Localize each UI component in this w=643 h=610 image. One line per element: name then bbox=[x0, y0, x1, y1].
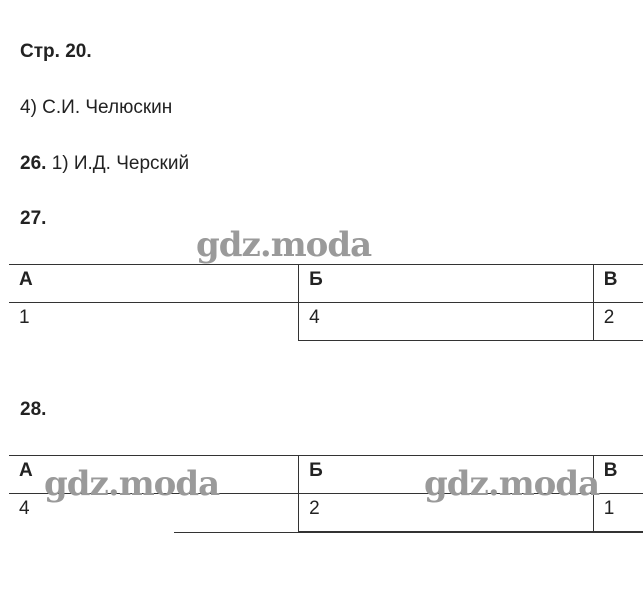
table-header-a: А bbox=[9, 456, 299, 494]
table-header-v: В bbox=[593, 456, 643, 494]
table-row bbox=[9, 303, 643, 341]
answer-25: 4) С.И. Челюскин bbox=[20, 97, 173, 118]
watermark: gdz.moda bbox=[196, 225, 372, 265]
question-28-number: 28. bbox=[20, 399, 47, 420]
table-cell-b: 2 bbox=[299, 494, 594, 532]
table-header-b: Б bbox=[299, 456, 594, 494]
question-26 bbox=[20, 153, 189, 175]
table-cell-a: 4 bbox=[19, 498, 30, 519]
page-reference: Стр. 20. bbox=[20, 41, 92, 62]
table-cell-v: 2 bbox=[593, 303, 643, 341]
table-cell-v: 1 bbox=[593, 494, 643, 532]
question-26-answer: 1) И.Д. Черский bbox=[51, 153, 190, 174]
question-26-number: 26. bbox=[20, 153, 47, 174]
table-header-b: Б bbox=[299, 265, 594, 303]
table-header-v: В bbox=[593, 265, 643, 303]
table-cell-b: 4 bbox=[299, 303, 594, 341]
watermark: gdz.moda bbox=[424, 464, 600, 504]
watermark: gdz.moda bbox=[44, 464, 220, 504]
table-header-a: А bbox=[9, 265, 299, 303]
table-cell-a: 1 bbox=[19, 307, 30, 328]
question-27-number: 27. bbox=[20, 208, 47, 229]
table-bottom-rule bbox=[174, 532, 643, 533]
table-header-row bbox=[9, 265, 643, 303]
answer-table-27 bbox=[9, 264, 643, 341]
